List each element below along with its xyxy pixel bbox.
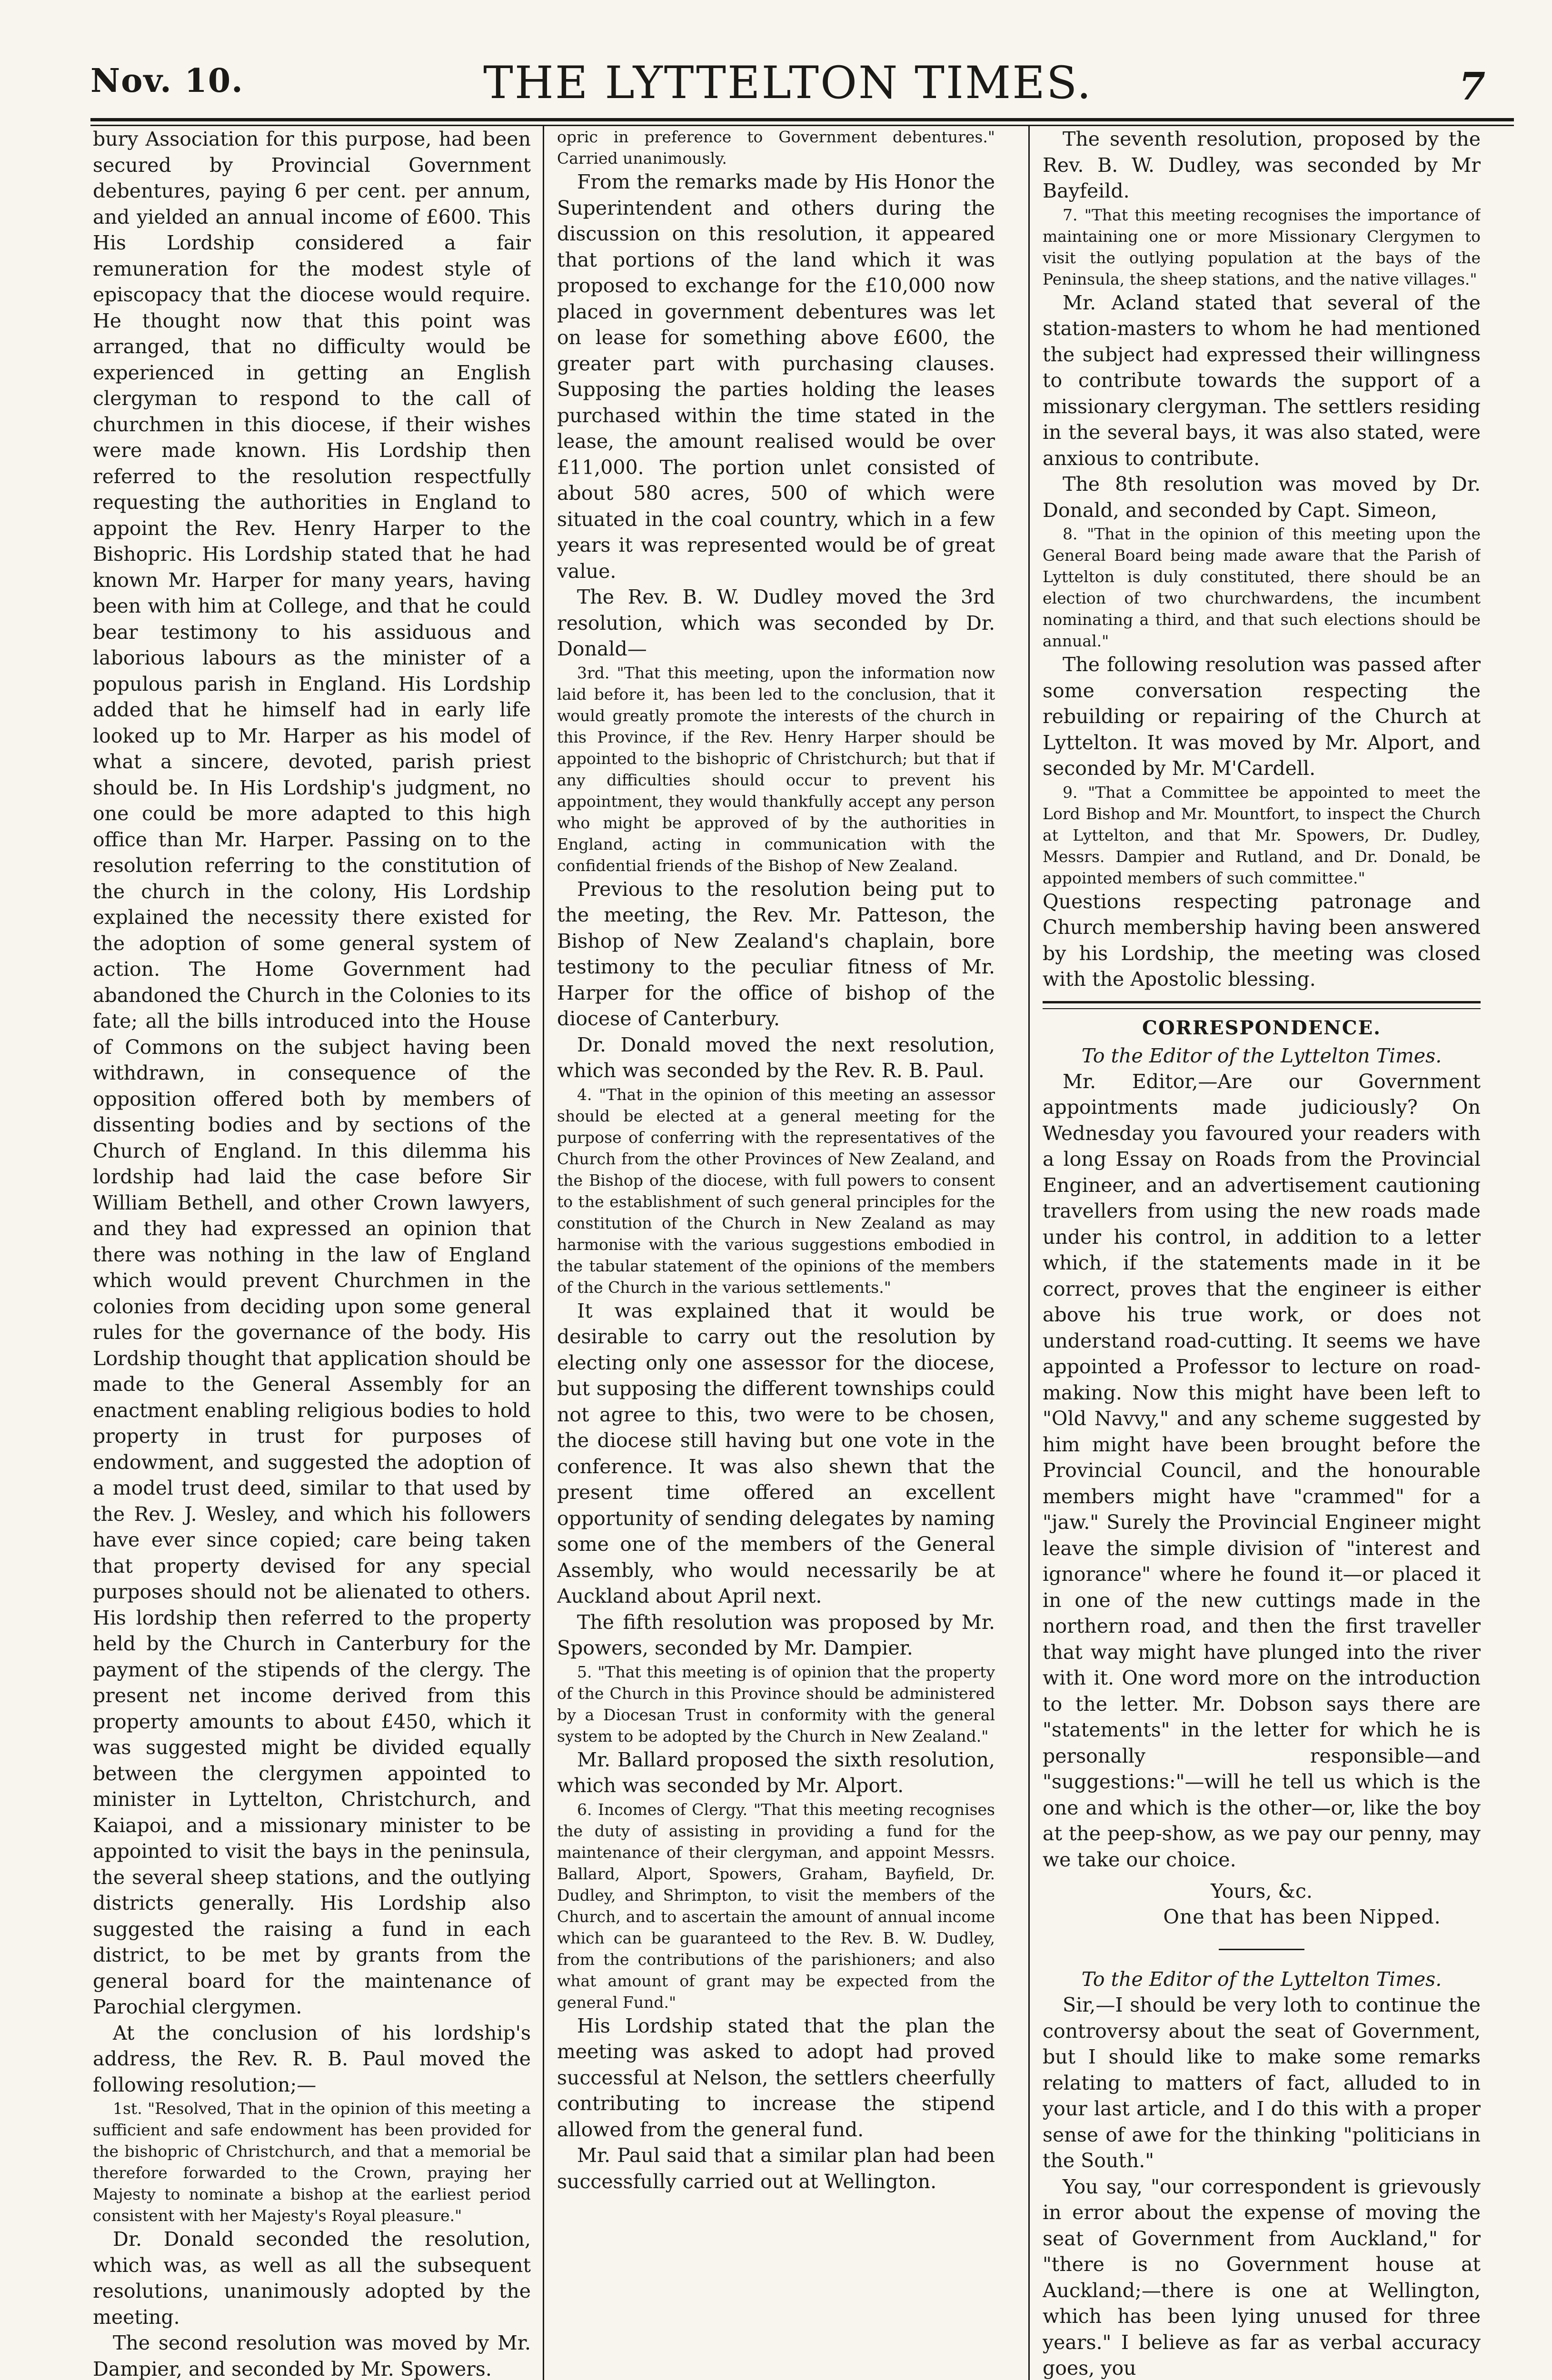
column-1 — [93, 126, 531, 2380]
article-paragraph: The second resolution was moved by Mr. Dampier, and seconded by Mr. Spowers. — [93, 2331, 531, 2380]
article-paragraph: The seventh resolution, proposed by the Rev. B. W. Dudley, was seconded by Mr Bayfeild. — [1043, 128, 1481, 202]
letter-signature: One that has been Nipped. — [1163, 1905, 1441, 1928]
page-number: 7 — [1459, 64, 1485, 109]
article-paragraph: At the conclusion of his lordship's address, the Rev. R. B. Paul moved the following resolution;— — [93, 2021, 531, 2096]
article-paragraph: Mr. Acland stated that several of the station-masters to whom he had mentioned the subject had expressed their willingness to contribute towards the support of a missionary clergyman. The settlers residing in the several bays, it was also stated, were anxious to contribute. — [1043, 291, 1481, 470]
resolution-text: opric in preference to Government debentures." Carried unanimously. — [557, 128, 995, 168]
resolution-text: 6. Incomes of Clergy. "That this meeting recognises the duty of assisting in providing a fund for the maintenance of their clergyman, and appoint Messrs. Ballard, Alport, Spowers, Graham, Bayfield, Dr. Dudley, and Shrimpton, to visit the members of the Church, and to ascertain the amount of annual income which can be guaranteed to the Rev. B. W. Dudley, from the contributions of the parishioners; and also what amount of grant may be expected from the general Fund." — [557, 1800, 995, 2012]
letter-closing: Yours, &c. — [1211, 1880, 1313, 1903]
column-3 — [1043, 126, 1481, 2380]
resolution-text: 5. "That this meeting is of opinion that the property of the Church in this Province should be administered by a Diocesan Trust in conformity with the general system to be adopted by the Church in New Zealand." — [557, 1662, 995, 1745]
resolution-text: 3rd. "That this meeting, upon the information now laid before it, has been led to the conclusion, that it would greatly promote the interests of the church in this Province, if the Rev. Henry Harper should be appointed to the bishopric of Christchurch; but that if any difficulties should occur to prevent his appointment, they would thankfully accept any person who might be approved of by the authorities in England, acting in communication with the confidential friends of the Bishop of New Zealand. — [557, 663, 995, 875]
resolution-text: 4. "That in the opinion of this meeting an assessor should be elected at a general meeting for the purpose of conferring with the representatives of the Church from the other Provinces of New Zealand, and the Bishop of the diocese, with full powers to consent to the establishment of such general principles for the constitution of the Church in New Zealand as may harmonise with the various suggestions embodied in the tabular statement of the opinions of the members of the Church in the various settlements." — [557, 1085, 995, 1297]
article-paragraph: bury Association for this purpose, had been secured by Provincial Government debentures, paying 6 per cent. per annum, and yielded an annual income of £600. This His Lordship considered a fair remuneration for the modest style of episcopacy that the diocese would require. He thought now that this point was arranged, that no difficulty would be experienced in getting an English clergyman to respond to the call of churchmen in this diocese, if their wishes were made known. His Lordship then referred to the resolution respectfully requesting the authorities in England to appoint the Rev. Henry Harper to the Bishopric. His Lordship stated that he had known Mr. Harper for many years, having been with him at College, and that he could bear testimony to his assiduous and laborious labours as the minister of a populous parish in England. His Lordship added that he himself had in early life looked up to Mr. Harper as his model of what a sincere, devoted, parish priest should be. In His Lordship's judgment, no one could be more adapted to this high office than Mr. Harper. Passing on to the resolution referring to the constitution of the church in the colony, His Lordship explained the necessity there existed for the adoption of some general system of action. The Home Government had abandoned the Church in the Colonies to its fate; all the bills introduced into the House of Commons on the subject having been withdrawn, in consequence of the opposition offered both by members of dissenting bodies and by sections of the Church of England. In this dilemma his lordship had laid the case before Sir William Bethell, and other Crown lawyers, and they had expressed an opinion that there was nothing in the law of England which would prevent Churchmen in the colonies from deciding upon some general rules for the governance of the body. His Lordship thought that application should be made to the General Assembly for an enactment enabling religious bodies to hold property in trust for purposes of endowment, and suggested the adoption of a model trust deed, similar to that used by the Rev. J. Wesley, and which his followers have ever since copied; care being taken that property devised for any special purposes should not be alienated to others. His lordship then referred to the property held by the Church in Canterbury for the payment of the stipends of the clergy. The present net income derived from this property amounts to about £450, which it was suggested might be divided equally between the clergymen appointed to minister in Lyttelton, Christchurch, and Kaiapoi, and a missionary minister to be appointed to visit the bays in the peninsula, the several sheep stations, and the outlying districts generally. His Lordship also suggested the raising a fund in each district, to be met by grants from the general board for the maintenance of Parochial clergymen. — [93, 128, 531, 2018]
article-paragraph: Questions respecting patronage and Church membership having been answered by his Lordship, the meeting was closed with the Apostolic blessing. — [1043, 890, 1481, 991]
article-paragraph: Dr. Donald moved the next resolution, which was seconded by the Rev. R. B. Paul. — [557, 1033, 995, 1082]
header-rule — [90, 118, 1514, 121]
article-paragraph: The Rev. B. W. Dudley moved the 3rd resolution, which was seconded by Dr. Donald— — [557, 585, 995, 660]
article-paragraph: His Lordship stated that the plan the meeting was asked to adopt had proved successful at Nelson, the settlers cheerfully contributing to increase the stipend allowed from the general fund. — [557, 2014, 995, 2141]
article-paragraph: Previous to the resolution being put to the meeting, the Rev. Mr. Patteson, the Bishop of New Zealand's chaplain, bore testimony to the peculiar fitness of Mr. Harper for the office of bishop of the diocese of Canterbury. — [557, 877, 995, 1030]
letter-salutation: To the Editor of the Lyttelton Times. — [1081, 1044, 1442, 1067]
resolution-text: 7. "That this meeting recognises the importance of maintaining one or more Missionary Clergymen to visit the outlying population at the bays of the Peninsula, the sheep stations, and the native villages." — [1043, 205, 1481, 288]
letter-body: Mr. Editor,—Are our Government appointments made judiciously? On Wednesday you favoured your readers with a long Essay on Roads from the Provincial Engineer, and an advertisement cautioning travellers from using the new roads made under his control, in addition to a letter which, if the statements made in it be correct, proves that the engineer is either above his true work, or does not understand road-cutting. It seems we have appointed a Professor to lecture on road-making. Now this might have been left to "Old Navvy," and any scheme suggested by him might have been brought before the Provincial Council, and the honourable members might have "crammed" for a "jaw." Surely the Provincial Engineer might leave the simple division of "interest and ignorance" where he found it—or placed it in one of the new cuttings made in the northern road, and then the first traveller that way might have plunged into the river with it. One word more on the introduction to the letter. Mr. Dobson says there are "statements" in the letter for which he is personally responsible—and "suggestions:"—will he tell us which is the one and which is the other—or, like the boy at the peep-show, as we pay our penny, may we take our choice. — [1043, 1070, 1481, 1871]
article-paragraph: Mr. Paul said that a similar plan had been successfully carried out at Wellington. — [557, 2144, 995, 2193]
column-2 — [557, 126, 995, 2380]
section-divider — [1043, 1001, 1481, 1009]
article-paragraph: Mr. Ballard proposed the sixth resolution, which was seconded by Mr. Alport. — [557, 1748, 995, 1797]
resolution-text: 8. "That in the opinion of this meeting upon the General Board being made aware that the Parish of Lyttelton is duly constituted, there should be an election of two churchwardens, the incumbent nominating a third, and that such elections should be annual." — [1043, 525, 1481, 650]
resolution-text: 9. "That a Committee be appointed to meet the Lord Bishop and Mr. Mountfort, to inspect the Church at Lyttelton, and that Mr. Spowers, Dr. Dudley, Messrs. Dampier and Rutland, and Dr. Donald, be appointed members of such committee." — [1043, 783, 1481, 887]
masthead — [90, 57, 1485, 114]
article-paragraph: The following resolution was passed after some conversation respecting the rebuilding or repairing of the Church at Lyttelton. It was moved by Mr. Alport, and seconded by Mr. M'Cardell. — [1043, 653, 1481, 780]
letter-salutation: To the Editor of the Lyttelton Times. — [1081, 1968, 1442, 1991]
column-divider — [1028, 126, 1030, 2380]
article-paragraph: The fifth resolution was proposed by Mr. Spowers, seconded by Mr. Dampier. — [557, 1610, 995, 1659]
article-paragraph: From the remarks made by His Honor the Superintendent and others during the discussion on this resolution, it appeared that portions of the land which it was proposed to exchange for the £10,000 now placed in government debentures was let on lease for something above £600, the greater part with purchasing clauses. Supposing the parties holding the leases purchased within the time stated in the lease, the amount realised would be over £11,000. The portion unlet consisted of about 580 acres, 500 of which were situated in the coal country, which in a few years it was represented would be of great value. — [557, 170, 995, 583]
letter-divider — [1219, 1949, 1304, 1950]
section-heading: CORRESPONDENCE. — [1142, 1016, 1381, 1039]
issue-date: Nov. 10. — [90, 62, 244, 100]
letter-body: Sir,—I should be very loth to continue the controversy about the seat of Government, but I should like to make some remarks relating to matters of fact, alluded to in your last article, and I do this with a proper sense of awe for the thinking "politicians in the South." — [1043, 1993, 1481, 2172]
column-divider — [543, 126, 544, 2380]
article-paragraph: Dr. Donald seconded the resolution, which was, as well as all the subsequent resolutions, unanimously adopted by the meeting. — [93, 2228, 531, 2329]
article-paragraph: It was explained that it would be desirable to carry out the resolution by electing only one assessor for the diocese, but supposing the different townships could not agree to this, two were to be chosen, the diocese still having but one vote in the conference. It was also shewn that the present time offered an excellent opportunity of sending delegates by naming some one of the members of the General Assembly, who would necessarily be at Auckland about April next. — [557, 1299, 995, 1607]
letter-body: You say, "our correspondent is grievously in error about the expense of moving the seat of Government from Auckland," for "there is no Government house at Auckland;—there is one at Wellington, which has been lying unused for three years." I believe as far as verbal accuracy goes, you — [1043, 2175, 1481, 2380]
resolution-text: 1st. "Resolved, That in the opinion of this meeting a sufficient and safe endowment has been provided for the bishopric of Christchurch, and that a memorial be therefore forwarded to the Crown, praying her Majesty to nominate a bishop at the earliest period consistent with her Majesty's Royal pleasure." — [93, 2099, 531, 2225]
newspaper-title: THE LYTTELTON TIMES. — [483, 57, 1093, 109]
article-paragraph: The 8th resolution was moved by Dr. Donald, and seconded by Capt. Simeon, — [1043, 473, 1481, 522]
